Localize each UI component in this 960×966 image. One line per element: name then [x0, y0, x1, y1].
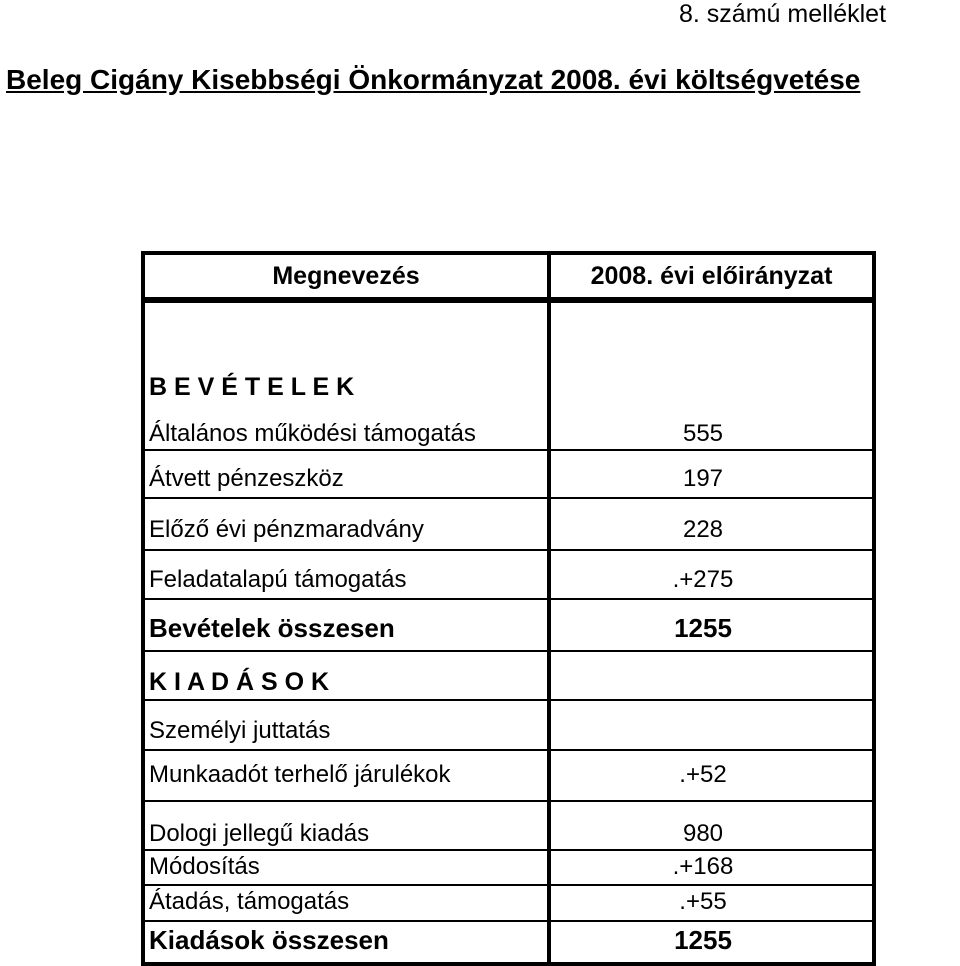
row-amount: .+55 [679, 888, 727, 915]
row-line [145, 449, 547, 451]
row-line [145, 800, 547, 802]
table-row [145, 760, 872, 790]
row-amount: 980 [682, 820, 724, 847]
income-total-row [145, 613, 872, 643]
header-amount: 2008. évi előirányzat [590, 262, 833, 290]
row-line [551, 650, 872, 652]
row-label: Személyi juttatás [149, 717, 331, 744]
table-row [145, 515, 872, 545]
document-title: Beleg Cigány Kisebbségi Önkormányzat 2008. évi költségvetése [6, 64, 861, 95]
row-line [551, 549, 872, 551]
row-line [551, 699, 872, 701]
row-line [145, 301, 547, 303]
expense-section-label: K I A D Á S O K [149, 668, 330, 696]
row-line [145, 598, 547, 600]
row-line [145, 497, 547, 499]
table-row [145, 464, 872, 494]
row-label: Általános működési támogatás [149, 420, 476, 447]
row-line [551, 449, 872, 451]
row-line [551, 884, 872, 886]
row-line [145, 549, 547, 551]
table-row [145, 716, 872, 746]
row-line [551, 920, 872, 922]
income-section-row [145, 372, 872, 402]
budget-table [141, 251, 876, 966]
row-label: Átvett pénzeszköz [149, 465, 344, 492]
row-label: Dologi jellegű kiadás [149, 820, 370, 847]
row-line [145, 650, 547, 652]
row-amount: 197 [682, 465, 724, 492]
annex-label: 8. számú melléklet [679, 0, 887, 28]
income-total-amount: 1255 [674, 613, 732, 643]
row-line [551, 800, 872, 802]
table-row [145, 565, 872, 595]
table-row [145, 819, 872, 849]
header-name: Megnevezés [272, 262, 420, 290]
row-line [551, 749, 872, 751]
row-line [145, 884, 547, 886]
income-section-label: B E V É T E L E K [149, 373, 355, 401]
row-label: Feladatalapú támogatás [149, 566, 407, 593]
row-amount: .+275 [672, 566, 734, 593]
row-line [145, 749, 547, 751]
row-label: Módosítás [149, 853, 260, 880]
table-header [145, 255, 872, 301]
table-row [145, 887, 872, 917]
row-amount: .+52 [679, 761, 727, 788]
row-line [145, 699, 547, 701]
row-line [551, 497, 872, 499]
table-row [145, 419, 872, 449]
income-total-label: Bevételek összesen [149, 613, 395, 643]
row-amount: 228 [682, 516, 724, 543]
row-amount: 555 [682, 420, 724, 447]
table-row [145, 852, 872, 882]
row-label: Előző évi pénzmaradvány [149, 516, 424, 543]
row-label: Munkaadót terhelő járulékok [149, 761, 451, 788]
row-line [145, 849, 547, 851]
expense-total-row [145, 925, 872, 955]
expense-section-row [145, 667, 872, 697]
row-line [551, 849, 872, 851]
row-line [551, 598, 872, 600]
row-line [551, 301, 872, 303]
row-line [145, 920, 547, 922]
expense-total-amount: 1255 [674, 925, 732, 955]
expense-total-label: Kiadások összesen [149, 925, 389, 955]
row-label: Átadás, támogatás [149, 888, 350, 915]
row-amount: .+168 [672, 853, 734, 880]
